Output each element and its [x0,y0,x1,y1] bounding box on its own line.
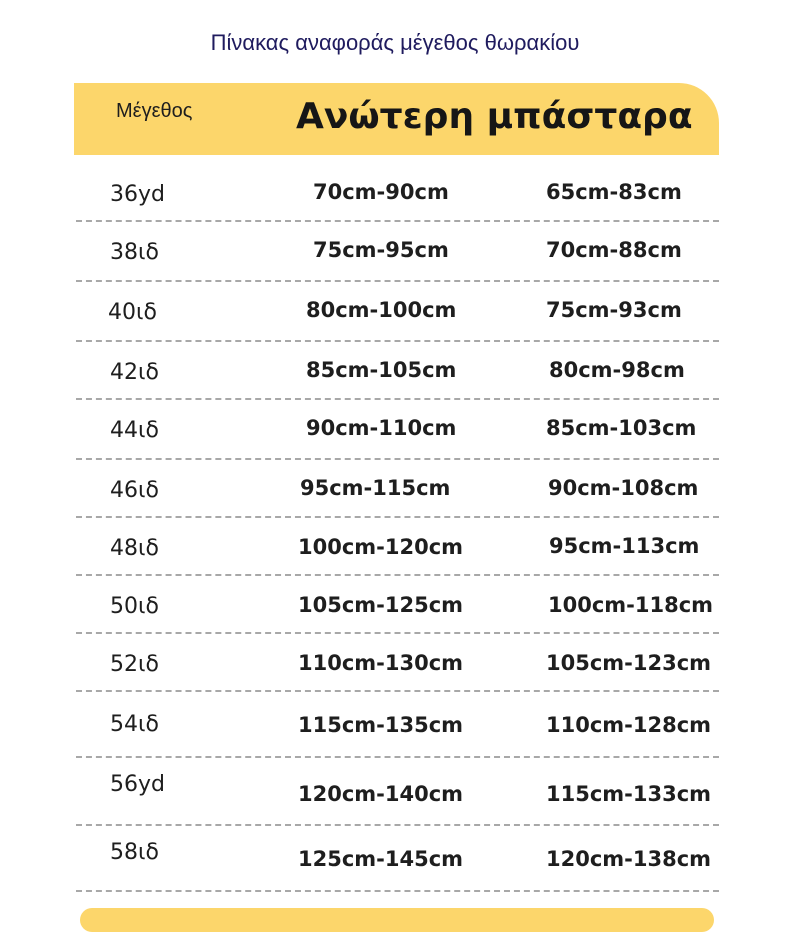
waist-range-cell: 80cm-98cm [549,358,685,382]
row-divider [76,690,719,692]
size-cell: 56yd [110,772,165,797]
table-row [0,762,790,820]
row-divider [76,280,719,282]
size-cell: 48ιδ [110,536,159,561]
page-title: Πίνακας αναφοράς μέγεθος θωρακίου [210,30,580,55]
size-cell: 44ιδ [110,418,159,443]
size-cell: 46ιδ [110,478,159,503]
table-row [0,346,790,404]
row-divider [76,632,719,634]
waist-range-cell: 90cm-108cm [548,476,699,500]
row-divider [76,220,719,222]
table-row [0,580,790,638]
size-cell: 50ιδ [110,594,159,619]
table-row [0,168,790,226]
header-main-label: Ανώτερη μπάσταρα [296,96,693,137]
chest-range-cell: 125cm-145cm [298,847,464,871]
table-row [0,404,790,462]
waist-range-cell: 110cm-128cm [546,713,712,737]
waist-range-cell: 120cm-138cm [546,847,712,871]
waist-range-cell: 95cm-113cm [549,534,700,558]
chest-range-cell: 85cm-105cm [306,358,457,382]
waist-range-cell: 105cm-123cm [546,651,712,675]
header-size-label: Μέγεθος [116,100,193,122]
table-row [0,638,790,696]
chest-range-cell: 75cm-95cm [313,238,449,262]
row-divider [76,398,719,400]
row-divider [76,824,719,826]
size-cell: 54ιδ [110,712,159,737]
chest-range-cell: 115cm-135cm [298,713,464,737]
chest-range-cell: 105cm-125cm [298,593,464,617]
chest-range-cell: 90cm-110cm [306,416,457,440]
chest-range-cell: 110cm-130cm [298,651,464,675]
table-row [0,464,790,522]
chest-range-cell: 120cm-140cm [298,782,464,806]
table-row [0,286,790,344]
chest-range-cell: 80cm-100cm [306,298,457,322]
table-footer-bar [80,908,714,932]
row-divider [76,756,719,758]
waist-range-cell: 115cm-133cm [546,782,712,806]
row-divider [76,340,719,342]
row-divider [76,574,719,576]
chest-range-cell: 70cm-90cm [313,180,449,204]
row-divider [76,458,719,460]
waist-range-cell: 70cm-88cm [546,238,682,262]
size-cell: 38ιδ [110,240,159,265]
waist-range-cell: 65cm-83cm [546,180,682,204]
table-row [0,226,790,284]
row-divider [76,516,719,518]
row-divider [76,890,719,892]
table-row [0,698,790,756]
waist-range-cell: 100cm-118cm [548,593,714,617]
waist-range-cell: 85cm-103cm [546,416,697,440]
table-row [0,522,790,580]
size-cell: 42ιδ [110,360,159,385]
size-cell: 36yd [110,182,165,207]
size-cell: 58ιδ [110,840,159,865]
waist-range-cell: 75cm-93cm [546,298,682,322]
size-cell: 52ιδ [110,652,159,677]
chest-range-cell: 95cm-115cm [300,476,451,500]
chest-range-cell: 100cm-120cm [298,535,464,559]
size-cell: 40ιδ [108,300,157,325]
table-row [0,830,790,888]
